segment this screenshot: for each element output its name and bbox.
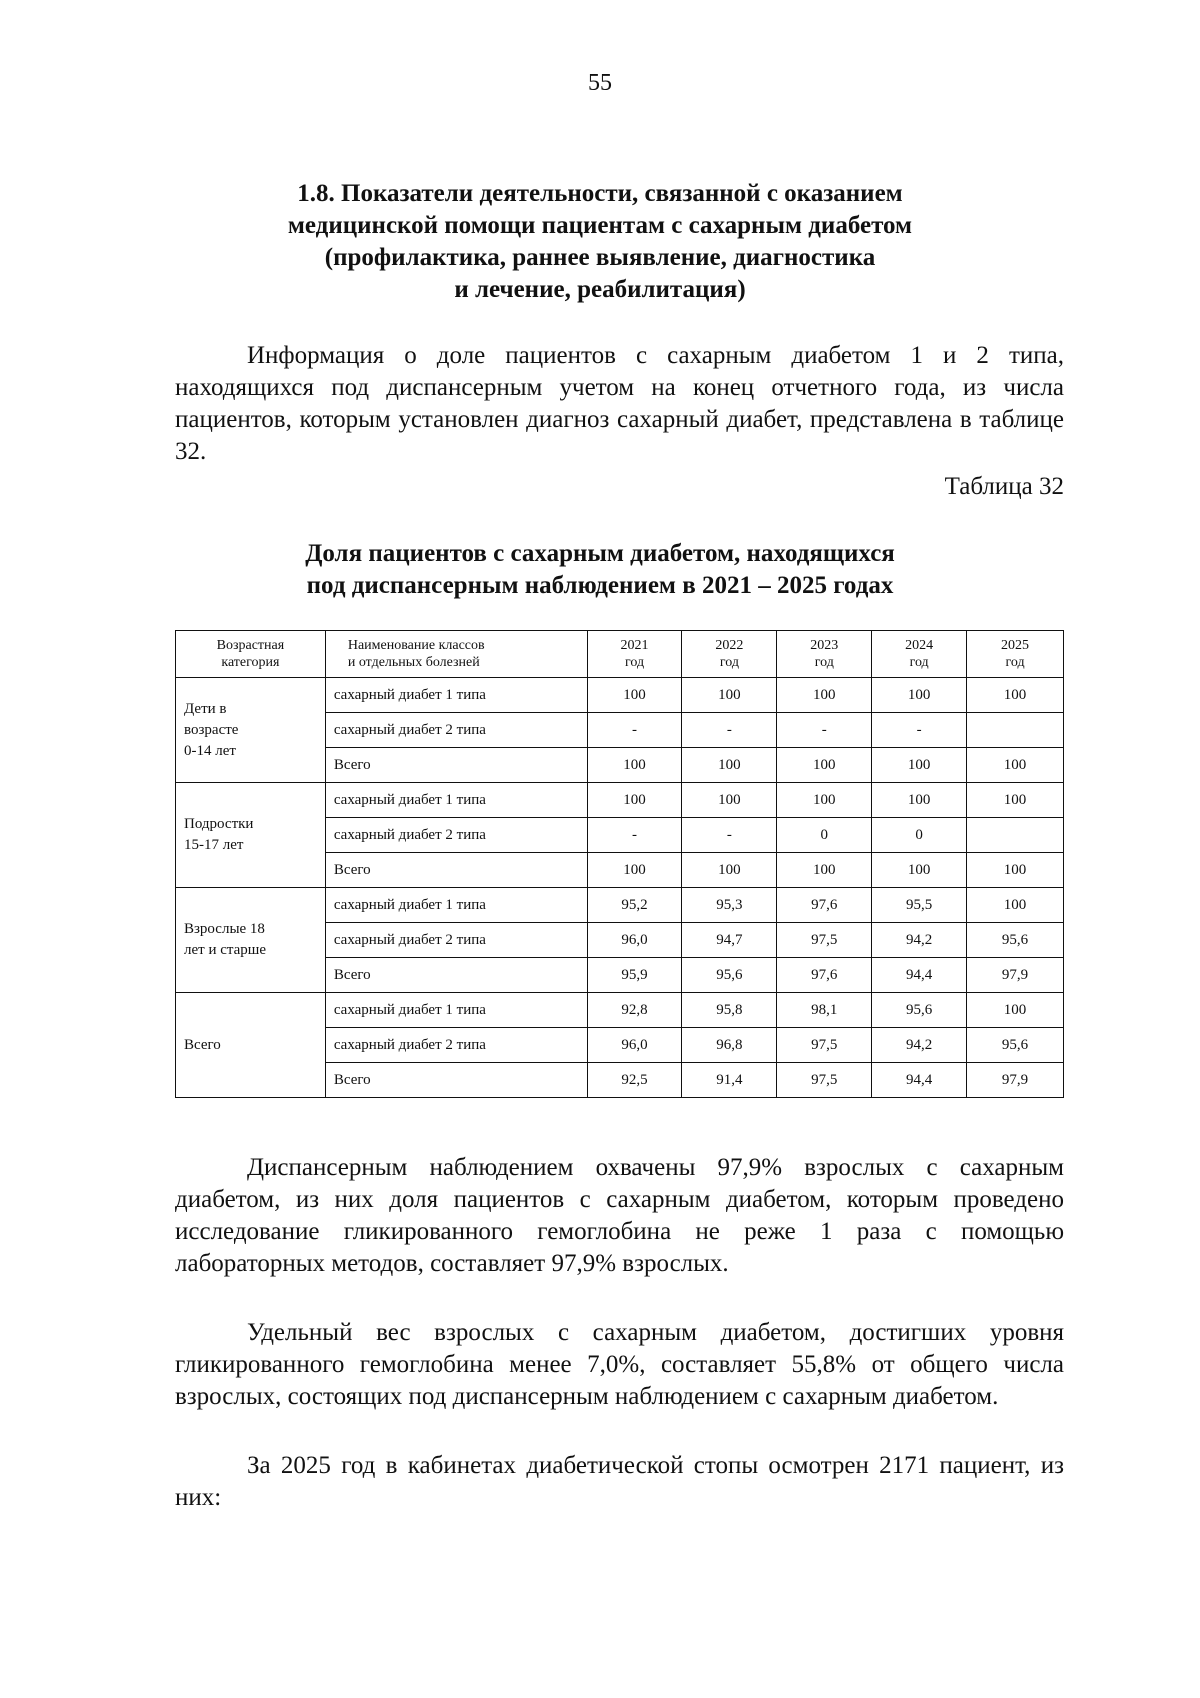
value-cell: 100 xyxy=(777,748,872,783)
value-cell: - xyxy=(682,713,777,748)
value-cell: 100 xyxy=(587,678,682,713)
value-cell: 97,5 xyxy=(777,1063,872,1098)
disease-cell: сахарный диабет 2 типа xyxy=(325,713,587,748)
value-cell: 100 xyxy=(967,783,1064,818)
value-cell: 100 xyxy=(682,853,777,888)
value-cell: 100 xyxy=(967,993,1064,1028)
header-year: 2025 год xyxy=(967,631,1064,678)
value-cell xyxy=(967,818,1064,853)
heading-line: медицинской помощи пациентам с сахарным диабетом xyxy=(287,212,913,239)
value-cell: 94,2 xyxy=(872,1028,967,1063)
value-cell: 100 xyxy=(682,678,777,713)
value-cell: 95,2 xyxy=(587,888,682,923)
value-cell: 100 xyxy=(587,783,682,818)
value-cell: - xyxy=(777,713,872,748)
value-cell: 100 xyxy=(777,678,872,713)
table-body xyxy=(176,678,1064,1098)
value-cell: 95,6 xyxy=(872,993,967,1028)
disease-cell: сахарный диабет 1 типа xyxy=(325,993,587,1028)
diabetes-table xyxy=(175,630,1064,1098)
value-cell: 97,5 xyxy=(777,923,872,958)
value-cell: 97,9 xyxy=(967,1063,1064,1098)
disease-cell: Всего xyxy=(325,853,587,888)
body-paragraph: Удельный вес взрослых с сахарным диабетом, достигших уровня гликированного гемоглобина менее 7,0%, составляет 55,8% от общего числа взрослых, состоящих под диспансерным наблюдением с сахарным диабетом. xyxy=(175,1319,1064,1410)
value-cell: 96,8 xyxy=(682,1028,777,1063)
value-cell: 94,2 xyxy=(872,923,967,958)
page-number: 55 xyxy=(588,70,612,96)
value-cell: 95,5 xyxy=(872,888,967,923)
disease-cell: Всего xyxy=(325,1063,587,1098)
age-category-cell: Всего xyxy=(176,993,326,1098)
value-cell: 100 xyxy=(967,853,1064,888)
table-caption: Таблица 32 xyxy=(944,473,1064,500)
disease-cell: сахарный диабет 1 типа xyxy=(325,783,587,818)
value-cell: 96,0 xyxy=(587,1028,682,1063)
value-cell: 94,4 xyxy=(872,1063,967,1098)
value-cell: 100 xyxy=(872,678,967,713)
age-category-cell: Взрослые 18 лет и старше xyxy=(176,888,326,993)
value-cell: 91,4 xyxy=(682,1063,777,1098)
header-year: 2021 год xyxy=(587,631,682,678)
table-row xyxy=(176,888,1064,923)
value-cell: 100 xyxy=(872,853,967,888)
table-row xyxy=(176,993,1064,1028)
disease-cell: Всего xyxy=(325,748,587,783)
value-cell: 97,6 xyxy=(777,958,872,993)
table-header-row xyxy=(176,631,1064,678)
disease-cell: сахарный диабет 1 типа xyxy=(325,678,587,713)
value-cell: 100 xyxy=(587,748,682,783)
section-heading xyxy=(175,178,1025,306)
value-cell: 100 xyxy=(777,853,872,888)
header-disease: Наименование классов и отдельных болезней xyxy=(325,631,587,678)
value-cell: 100 xyxy=(967,888,1064,923)
value-cell: - xyxy=(587,713,682,748)
intro-paragraph: Информация о доле пациентов с сахарным диабетом 1 и 2 типа, находящихся под диспансерным учетом на конец отчетного года, из числа пациентов, которым установлен диагноз сахарный диабет, представлена в таблице 32. xyxy=(175,342,1064,465)
value-cell: 100 xyxy=(967,678,1064,713)
value-cell: - xyxy=(682,818,777,853)
heading-line: (профилактика, раннее выявление, диагностика xyxy=(324,244,876,271)
table-row xyxy=(176,783,1064,818)
value-cell: 97,6 xyxy=(777,888,872,923)
value-cell: 100 xyxy=(872,783,967,818)
value-cell: 96,0 xyxy=(587,923,682,958)
value-cell: 95,6 xyxy=(967,1028,1064,1063)
disease-cell: Всего xyxy=(325,958,587,993)
header-year: 2022 год xyxy=(682,631,777,678)
age-category-cell: Подростки 15-17 лет xyxy=(176,783,326,888)
heading-line: и лечение, реабилитация) xyxy=(454,276,746,303)
value-cell: 100 xyxy=(682,783,777,818)
body-paragraph: За 2025 год в кабинетах диабетической стопы осмотрен 2171 пациент, из них: xyxy=(175,1452,1064,1511)
value-cell: 0 xyxy=(777,818,872,853)
value-cell: 100 xyxy=(777,783,872,818)
value-cell: 100 xyxy=(872,748,967,783)
table-title xyxy=(175,538,1025,602)
value-cell: - xyxy=(587,818,682,853)
value-cell: - xyxy=(872,713,967,748)
table-row xyxy=(176,678,1064,713)
value-cell: 100 xyxy=(587,853,682,888)
value-cell: 97,9 xyxy=(967,958,1064,993)
header-age: Возрастная категория xyxy=(176,631,326,678)
value-cell: 95,8 xyxy=(682,993,777,1028)
disease-cell: сахарный диабет 2 типа xyxy=(325,818,587,853)
header-year: 2023 год xyxy=(777,631,872,678)
value-cell xyxy=(967,713,1064,748)
disease-cell: сахарный диабет 1 типа xyxy=(325,888,587,923)
heading-line: 1.8. Показатели деятельности, связанной с оказанием xyxy=(297,180,903,207)
value-cell: 97,5 xyxy=(777,1028,872,1063)
value-cell: 0 xyxy=(872,818,967,853)
value-cell: 100 xyxy=(682,748,777,783)
disease-cell: сахарный диабет 2 типа xyxy=(325,1028,587,1063)
value-cell: 100 xyxy=(967,748,1064,783)
value-cell: 94,7 xyxy=(682,923,777,958)
value-cell: 95,3 xyxy=(682,888,777,923)
disease-cell: сахарный диабет 2 типа xyxy=(325,923,587,958)
header-year: 2024 год xyxy=(872,631,967,678)
table-title-line: Доля пациентов с сахарным диабетом, находящихся xyxy=(305,540,895,567)
age-category-cell: Дети в возрасте 0-14 лет xyxy=(176,678,326,783)
value-cell: 94,4 xyxy=(872,958,967,993)
value-cell: 95,6 xyxy=(967,923,1064,958)
value-cell: 95,6 xyxy=(682,958,777,993)
value-cell: 92,5 xyxy=(587,1063,682,1098)
table-title-line: под диспансерным наблюдением в 2021 – 2025 годах xyxy=(306,572,894,599)
value-cell: 98,1 xyxy=(777,993,872,1028)
value-cell: 92,8 xyxy=(587,993,682,1028)
value-cell: 95,9 xyxy=(587,958,682,993)
body-paragraph: Диспансерным наблюдением охвачены 97,9% взрослых с сахарным диабетом, из них доля пациентов с сахарным диабетом, которым проведено исследование гликированного гемоглобина не реже 1 раза с помощью лабораторных методов, составляет 97,9% взрослых. xyxy=(175,1154,1064,1277)
